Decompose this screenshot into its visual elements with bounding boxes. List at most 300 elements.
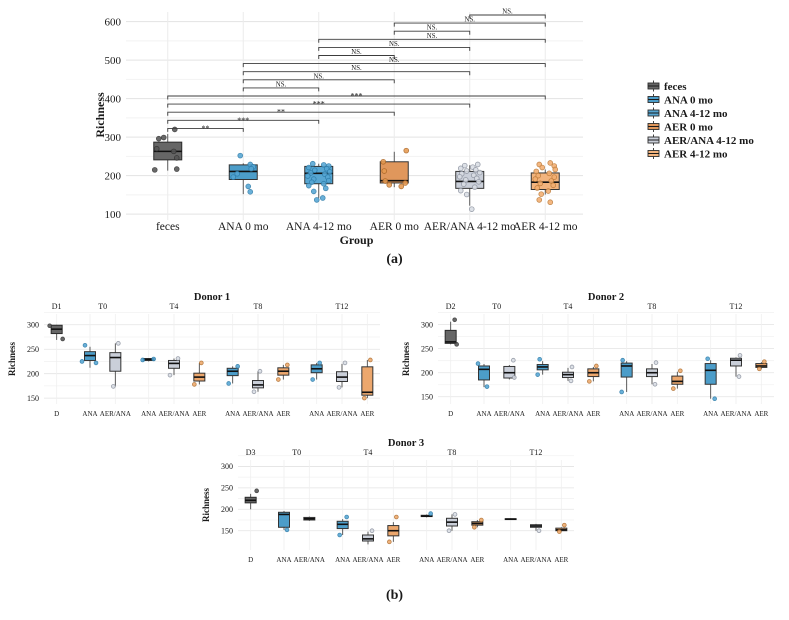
facet-label: T8 bbox=[447, 448, 457, 457]
x-tick-label: AER bbox=[386, 556, 401, 564]
data-point bbox=[464, 192, 469, 197]
box-T12-ANA bbox=[505, 518, 516, 520]
y-tick-label: 300 bbox=[104, 132, 121, 145]
data-point bbox=[557, 530, 561, 534]
facet-label: T12 bbox=[529, 448, 543, 457]
box-D2-D bbox=[445, 318, 458, 346]
x-axis-label: Group bbox=[339, 233, 374, 247]
bracket bbox=[319, 49, 395, 59]
panel-title: Donor 1 bbox=[193, 292, 231, 303]
bracket-label: NS. bbox=[464, 16, 475, 24]
data-point bbox=[485, 385, 489, 389]
legend-label: ANA 0 mo bbox=[664, 94, 713, 107]
panel-b-donor1-chart bbox=[4, 288, 388, 428]
data-point bbox=[362, 396, 366, 400]
grid bbox=[126, 12, 583, 220]
legend-item bbox=[648, 121, 713, 133]
facet-label: T4 bbox=[563, 302, 573, 311]
box-T0-AER/ANA bbox=[504, 358, 516, 379]
x-tick-label: AER bbox=[360, 410, 375, 418]
facet-T4 bbox=[535, 302, 601, 418]
data-point bbox=[381, 159, 386, 164]
bracket-label: *** bbox=[237, 115, 250, 125]
bracket bbox=[168, 108, 395, 117]
y-tick-label: 500 bbox=[104, 55, 121, 68]
box-T12-AER/ANA bbox=[337, 361, 348, 389]
facet-label: T0 bbox=[98, 302, 108, 311]
box-T4-AER bbox=[192, 361, 204, 386]
facet-T4 bbox=[141, 302, 207, 418]
x-tick-label: AER/ANA bbox=[99, 410, 131, 418]
facet-label: D1 bbox=[51, 302, 62, 311]
facet-D3 bbox=[245, 448, 258, 564]
data-point bbox=[306, 165, 311, 170]
data-point bbox=[321, 181, 326, 186]
data-point bbox=[547, 171, 552, 176]
bracket-label: NS. bbox=[313, 73, 324, 81]
data-point bbox=[399, 184, 404, 189]
box-rect bbox=[672, 376, 683, 384]
data-point bbox=[535, 186, 540, 191]
facet-T8 bbox=[619, 302, 685, 418]
facet-label: T0 bbox=[492, 302, 502, 311]
legend-item bbox=[648, 135, 754, 147]
data-point bbox=[757, 367, 761, 371]
data-point bbox=[587, 379, 591, 383]
data-point bbox=[285, 528, 289, 532]
y-axis-label: Richness bbox=[201, 487, 211, 523]
data-point bbox=[174, 156, 179, 161]
x-tick-label: AER/ANA bbox=[242, 410, 274, 418]
box-T12-ANA bbox=[705, 357, 716, 401]
data-point bbox=[238, 153, 243, 158]
data-point bbox=[464, 169, 469, 174]
data-point bbox=[152, 357, 156, 361]
data-point bbox=[320, 196, 325, 201]
data-point bbox=[453, 513, 457, 517]
bracket-label: ** bbox=[201, 123, 210, 133]
data-point bbox=[337, 385, 341, 389]
box-T4-AER bbox=[587, 364, 598, 383]
data-point bbox=[368, 358, 372, 362]
facet-label: T4 bbox=[169, 302, 179, 311]
y-tick-label: 250 bbox=[27, 345, 39, 355]
data-point bbox=[551, 183, 556, 188]
panel-b-donor2-svg bbox=[398, 288, 782, 428]
facet-T0 bbox=[276, 448, 324, 564]
data-point bbox=[458, 166, 463, 171]
data-point bbox=[737, 375, 741, 379]
data-point bbox=[678, 369, 682, 373]
y-axis-label: Richness bbox=[93, 92, 107, 138]
y-tick-label: 300 bbox=[221, 462, 233, 472]
x-tick-label: AER/ANA bbox=[520, 556, 552, 564]
y-tick-label: 200 bbox=[27, 369, 39, 379]
data-point bbox=[738, 353, 742, 357]
data-point bbox=[343, 361, 347, 365]
facet-T12 bbox=[703, 302, 769, 418]
bracket bbox=[243, 65, 470, 75]
y-tick-label: 300 bbox=[27, 320, 39, 330]
data-point bbox=[461, 182, 466, 187]
data-point bbox=[161, 135, 166, 140]
x-tick-label: AER 0 mo bbox=[369, 221, 419, 233]
box-T12-ANA bbox=[311, 361, 322, 381]
data-point bbox=[548, 200, 553, 205]
bracket-label: NS. bbox=[275, 81, 287, 89]
x-tick-label: ANA bbox=[225, 410, 241, 418]
bracket bbox=[470, 9, 546, 19]
y-tick-label: 150 bbox=[421, 392, 433, 402]
facet-label: T8 bbox=[647, 302, 657, 311]
x-tick-label: ANA bbox=[535, 410, 551, 418]
data-point bbox=[512, 376, 516, 380]
y-tick-label: 150 bbox=[27, 393, 39, 403]
legend-label: AER/ANA 4-12 mo bbox=[664, 134, 754, 147]
facet-T0 bbox=[80, 302, 131, 418]
x-tick-label: AER/ANA bbox=[352, 556, 384, 564]
panel-title: Donor 2 bbox=[587, 292, 625, 303]
facet-label: T12 bbox=[729, 302, 743, 311]
data-point bbox=[458, 188, 463, 193]
x-tick-label: AER/ANA bbox=[720, 410, 752, 418]
data-point bbox=[469, 207, 474, 212]
data-point bbox=[156, 136, 161, 141]
data-point bbox=[537, 529, 541, 533]
x-tick-label: AER bbox=[192, 410, 207, 418]
x-tick-label: AER bbox=[554, 556, 569, 564]
x-tick-label: AER bbox=[754, 410, 769, 418]
y-tick-label: 100 bbox=[104, 209, 121, 222]
data-point bbox=[475, 162, 480, 167]
data-point bbox=[141, 358, 145, 362]
data-point bbox=[192, 383, 196, 387]
y-tick-labels bbox=[105, 17, 122, 222]
data-point bbox=[248, 189, 253, 194]
x-tick-label: ANA bbox=[619, 410, 635, 418]
x-tick-label: AER/ANA bbox=[552, 410, 584, 418]
data-point bbox=[83, 343, 87, 347]
x-tick-label: feces bbox=[155, 221, 180, 233]
bracket-label: NS. bbox=[502, 8, 513, 16]
box-ANA 4-12 mo bbox=[305, 161, 333, 202]
data-point bbox=[457, 174, 462, 179]
data-point bbox=[154, 146, 159, 151]
data-point bbox=[252, 390, 256, 394]
data-point bbox=[447, 529, 451, 533]
box-rect bbox=[363, 535, 374, 541]
facet-D2 bbox=[445, 302, 458, 418]
box-T0-ANA bbox=[279, 511, 290, 532]
bracket-label: *** bbox=[312, 99, 325, 109]
box-T0-ANA bbox=[80, 343, 98, 367]
y-tick-label: 250 bbox=[421, 344, 433, 354]
significance-brackets bbox=[168, 9, 546, 133]
y-axis-label: Richness bbox=[401, 341, 411, 377]
data-point bbox=[762, 360, 766, 364]
x-tick-label: AER/ANA bbox=[493, 410, 525, 418]
y-tick-label: 200 bbox=[104, 170, 121, 183]
x-tick-label: AER/ANA bbox=[636, 410, 668, 418]
legend bbox=[648, 81, 754, 161]
data-point bbox=[511, 358, 515, 362]
bracket-label: NS. bbox=[351, 65, 362, 73]
panel-a-richness-by-group-chart bbox=[0, 0, 789, 250]
bracket bbox=[243, 81, 319, 91]
box-T8-AER/ANA bbox=[647, 361, 658, 386]
data-point bbox=[311, 189, 316, 194]
data-point bbox=[255, 489, 259, 493]
box-T8-AER/ANA bbox=[447, 513, 458, 533]
data-point bbox=[706, 357, 710, 361]
facet-label: D2 bbox=[445, 302, 456, 311]
data-point bbox=[318, 361, 322, 365]
data-point bbox=[236, 364, 240, 368]
facet-T8 bbox=[419, 448, 485, 564]
panel-b-donor3-chart bbox=[198, 434, 582, 574]
data-point bbox=[713, 397, 717, 401]
facet-label: D3 bbox=[245, 448, 256, 457]
box-T0-AER/ANA bbox=[110, 341, 121, 388]
facet-T12 bbox=[503, 448, 569, 564]
facet-T12 bbox=[309, 302, 375, 418]
x-tick-label: AER 4-12 mo bbox=[512, 221, 578, 233]
data-point bbox=[536, 373, 540, 377]
data-point bbox=[479, 518, 483, 522]
data-point bbox=[383, 179, 388, 184]
box-T12-AER bbox=[362, 358, 373, 400]
y-tick-labels bbox=[421, 320, 433, 401]
y-tick-label: 400 bbox=[104, 93, 121, 106]
y-tick-label: 250 bbox=[221, 483, 233, 493]
data-point bbox=[394, 515, 398, 519]
x-tick-label: AER bbox=[586, 410, 601, 418]
y-tick-label: 200 bbox=[221, 505, 233, 515]
data-point bbox=[249, 166, 254, 171]
x-tick-label: ANA bbox=[335, 556, 351, 564]
data-point bbox=[311, 378, 315, 382]
data-point bbox=[323, 186, 328, 191]
data-point bbox=[533, 177, 538, 182]
bracket-label: NS. bbox=[426, 24, 438, 32]
legend-label: AER 0 mo bbox=[664, 121, 713, 134]
data-point bbox=[429, 512, 433, 516]
x-tick-label: ANA bbox=[276, 556, 292, 564]
data-point bbox=[152, 167, 157, 172]
box-AER/ANA 4-12 mo bbox=[456, 162, 484, 211]
box-D3-D bbox=[245, 489, 258, 509]
box-rect bbox=[362, 367, 373, 395]
data-point bbox=[546, 189, 551, 194]
box-feces bbox=[152, 127, 181, 172]
x-tick-label: ANA bbox=[141, 410, 157, 418]
data-point bbox=[116, 341, 120, 345]
y-tick-label: 150 bbox=[221, 526, 233, 536]
data-point bbox=[306, 183, 311, 188]
y-tick-label: 300 bbox=[421, 320, 433, 330]
data-point bbox=[477, 170, 482, 175]
x-tick-labels bbox=[156, 221, 578, 233]
data-point bbox=[620, 390, 624, 394]
x-tick-label: AER bbox=[670, 410, 685, 418]
legend-item bbox=[648, 81, 687, 93]
panel-b-donor2-chart bbox=[398, 288, 782, 428]
panel-b-donor3-svg bbox=[198, 434, 582, 574]
x-tick-label: AER/ANA bbox=[326, 410, 358, 418]
facet-label: T8 bbox=[253, 302, 263, 311]
data-point bbox=[168, 373, 172, 377]
facet-T8 bbox=[225, 302, 291, 418]
data-point bbox=[455, 342, 459, 346]
x-tick-label: ANA bbox=[82, 410, 98, 418]
data-point bbox=[48, 324, 52, 328]
data-point bbox=[235, 171, 240, 176]
box-rect bbox=[705, 364, 716, 385]
x-tick-label: D bbox=[448, 410, 454, 418]
data-point bbox=[538, 181, 543, 186]
data-point bbox=[310, 161, 315, 166]
bracket-label: NS. bbox=[351, 49, 362, 56]
x-tick-label: ANA bbox=[703, 410, 719, 418]
box-rect bbox=[110, 353, 121, 372]
box-T8-AER bbox=[671, 369, 682, 391]
x-tick-label: AER/ANA bbox=[158, 410, 190, 418]
data-point bbox=[387, 182, 392, 187]
panel-b-donor1-svg bbox=[4, 288, 388, 428]
bracket-label: NS. bbox=[426, 32, 438, 40]
legend-label: AER 4-12 mo bbox=[664, 148, 728, 161]
data-point bbox=[172, 127, 177, 132]
box-T8-ANA bbox=[227, 364, 240, 385]
data-point bbox=[671, 387, 675, 391]
data-point bbox=[326, 178, 331, 183]
box-rect bbox=[169, 360, 180, 368]
data-point bbox=[231, 175, 236, 180]
data-point bbox=[538, 357, 542, 361]
legend-label: ANA 4-12 mo bbox=[664, 107, 728, 120]
x-tick-label: AER bbox=[470, 556, 485, 564]
data-point bbox=[537, 198, 542, 203]
box-T0-AER/ANA bbox=[304, 517, 315, 521]
data-point bbox=[258, 369, 262, 373]
data-point bbox=[80, 360, 84, 364]
grid bbox=[438, 313, 774, 397]
y-tick-label: 200 bbox=[421, 368, 433, 378]
facet-D1 bbox=[48, 302, 65, 418]
data-point bbox=[199, 361, 203, 365]
x-tick-label: AER bbox=[276, 410, 291, 418]
bracket bbox=[168, 92, 546, 101]
x-tick-label: D bbox=[54, 410, 60, 418]
legend-item bbox=[648, 148, 728, 160]
data-point bbox=[570, 365, 574, 369]
data-point bbox=[94, 361, 98, 365]
box-T4-ANA bbox=[536, 357, 548, 376]
bracket-label: NS. bbox=[389, 57, 400, 65]
data-point bbox=[621, 358, 625, 362]
data-point bbox=[594, 364, 598, 368]
x-tick-label: D bbox=[248, 556, 254, 564]
data-point bbox=[653, 382, 657, 386]
x-tick-label: ANA 4-12 mo bbox=[285, 221, 352, 233]
facet-label: T4 bbox=[363, 448, 373, 457]
bracket bbox=[168, 100, 470, 109]
data-point bbox=[370, 529, 374, 533]
data-point bbox=[569, 379, 573, 383]
box-T8-ANA bbox=[620, 358, 632, 394]
y-tick-labels bbox=[221, 462, 233, 535]
data-point bbox=[476, 362, 480, 366]
box-T8-AER bbox=[276, 363, 289, 381]
data-point bbox=[404, 148, 409, 153]
data-point bbox=[305, 174, 310, 179]
facet-T0 bbox=[476, 302, 525, 418]
data-point bbox=[472, 185, 477, 190]
legend-label: feces bbox=[664, 80, 687, 93]
data-point bbox=[539, 192, 544, 197]
x-tick-label: ANA 0 mo bbox=[218, 221, 269, 233]
bracket-label: ** bbox=[277, 107, 285, 117]
data-point bbox=[314, 198, 319, 203]
data-point bbox=[553, 167, 558, 172]
caption-b: (b) bbox=[385, 588, 404, 603]
x-tick-label: AER/ANA 4-12 mo bbox=[423, 221, 516, 233]
bracket-label: NS. bbox=[389, 40, 400, 48]
y-axis-label: Richness bbox=[7, 341, 17, 377]
bracket bbox=[168, 124, 244, 133]
data-point bbox=[61, 337, 65, 341]
x-tick-label: ANA bbox=[476, 410, 492, 418]
x-tick-label: AER/ANA bbox=[436, 556, 468, 564]
data-point bbox=[476, 179, 481, 184]
x-tick-label: AER/ANA bbox=[293, 556, 325, 564]
facet-label: T12 bbox=[335, 302, 349, 311]
data-point bbox=[403, 181, 408, 186]
data-point bbox=[176, 357, 180, 361]
data-point bbox=[345, 515, 349, 519]
x-tick-label: ANA bbox=[309, 410, 325, 418]
legend-item bbox=[648, 108, 728, 120]
bracket-label: *** bbox=[350, 91, 363, 101]
data-point bbox=[174, 167, 179, 172]
data-point bbox=[246, 184, 251, 189]
data-point bbox=[111, 384, 115, 388]
box-AER 0 mo bbox=[380, 148, 408, 189]
legend-item bbox=[648, 94, 713, 106]
data-point bbox=[382, 169, 387, 174]
x-tick-label: ANA bbox=[419, 556, 435, 564]
data-point bbox=[338, 533, 342, 537]
data-point bbox=[540, 165, 545, 170]
facet-label: T0 bbox=[292, 448, 302, 457]
data-point bbox=[285, 363, 289, 367]
panel-title: Donor 3 bbox=[387, 438, 425, 449]
data-point bbox=[472, 525, 476, 529]
box-rect bbox=[479, 366, 490, 380]
y-tick-label: 600 bbox=[104, 16, 121, 29]
data-point bbox=[654, 361, 658, 365]
boxes bbox=[152, 127, 559, 212]
data-point bbox=[227, 382, 231, 386]
box-D1-D bbox=[48, 324, 65, 341]
facet-T4 bbox=[335, 448, 401, 564]
panel-a-svg bbox=[0, 0, 789, 250]
bracket bbox=[168, 116, 319, 125]
box-T8-AER/ANA bbox=[252, 369, 263, 393]
data-point bbox=[453, 318, 457, 322]
y-tick-labels bbox=[27, 321, 39, 403]
data-point bbox=[171, 149, 176, 154]
